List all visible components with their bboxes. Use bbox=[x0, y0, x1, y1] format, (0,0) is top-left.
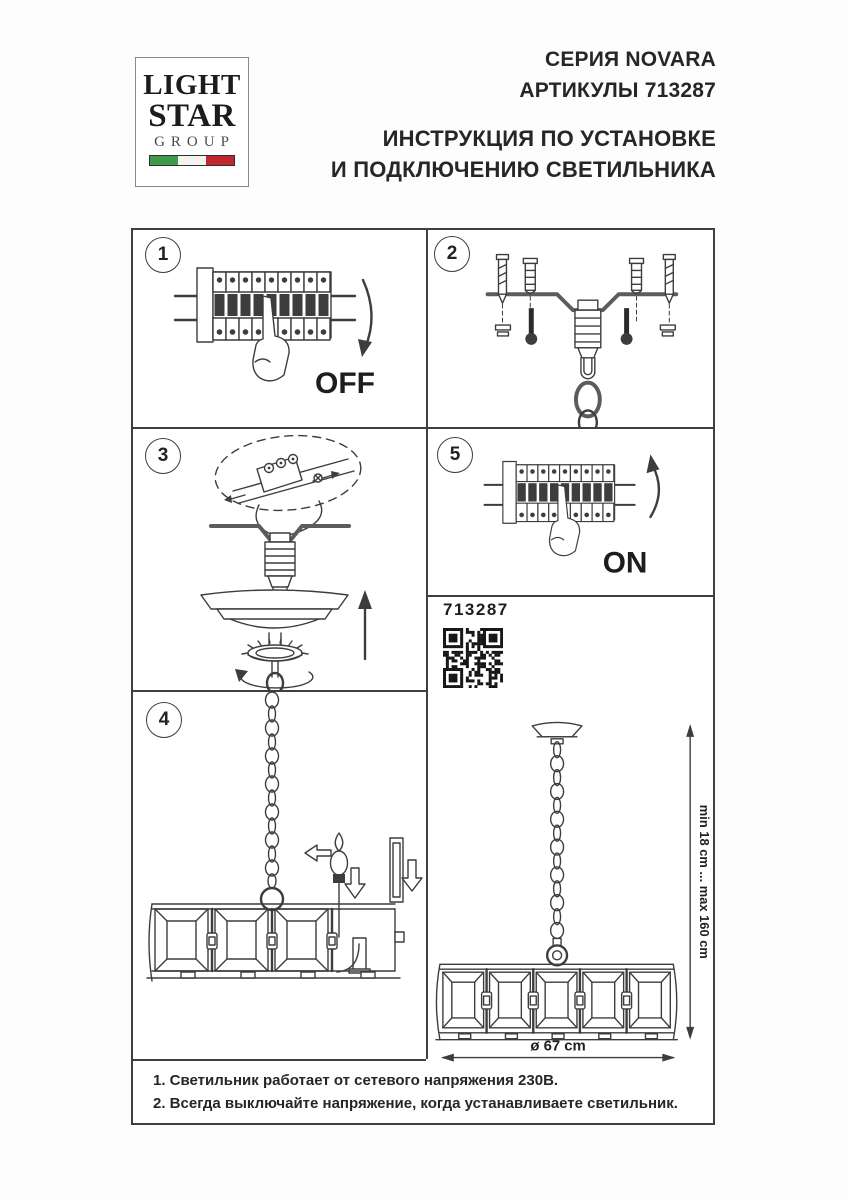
step-number-2: 2 bbox=[446, 243, 458, 264]
note-1: 1. Светильник работает от сетевого напряжения 230В. bbox=[153, 1072, 559, 1089]
plate-down-arrow bbox=[402, 860, 422, 891]
lightstar-logo bbox=[135, 57, 249, 187]
step-number-1: 1 bbox=[157, 244, 169, 265]
step-number-3: 3 bbox=[157, 445, 169, 466]
step-badge-5 bbox=[437, 437, 473, 473]
logo-word-light: LIGHT bbox=[143, 69, 241, 101]
step-badge-1 bbox=[145, 237, 181, 273]
crystal-panels bbox=[155, 909, 328, 971]
insert-direction-arrow bbox=[305, 845, 331, 861]
document-header bbox=[331, 44, 716, 185]
chain bbox=[266, 692, 279, 888]
step-badge-3 bbox=[145, 438, 181, 474]
flag-green-segment bbox=[150, 156, 178, 165]
footer-divider bbox=[133, 1059, 426, 1061]
on-label: ON bbox=[602, 546, 648, 580]
footer-notes bbox=[153, 1069, 705, 1115]
instruction-grid bbox=[131, 228, 715, 1125]
step3-wiring-canopy-illustration bbox=[133, 429, 426, 690]
article-title: АРТИКУЛЫ 713287 bbox=[519, 79, 716, 102]
step-number-5: 5 bbox=[449, 444, 461, 465]
logo-word-star: STAR bbox=[148, 98, 236, 134]
step4-assembly-illustration bbox=[133, 692, 426, 1059]
step-badge-4 bbox=[146, 702, 182, 738]
instruction-title-line1: ИНСТРУКЦИЯ ПО УСТАНОВКЕ bbox=[382, 126, 716, 151]
series-title: СЕРИЯ NOVARA bbox=[544, 48, 716, 71]
note-2: 2. Всегда выключайте напряжение, когда устанавливаете светильник. bbox=[153, 1095, 678, 1112]
qr-code bbox=[443, 628, 503, 688]
crystal-panels bbox=[443, 972, 670, 1028]
instruction-title-line2: И ПОДКЛЮЧЕНИЮ СВЕТИЛЬНИКА bbox=[330, 157, 716, 182]
logo-word-group: GROUP bbox=[154, 134, 235, 150]
step-badge-2 bbox=[434, 236, 470, 272]
step2-bracket-mounting-illustration bbox=[428, 230, 713, 427]
flag-red-segment bbox=[206, 156, 234, 165]
chain bbox=[551, 742, 564, 939]
height-dimension-label: min 18 cm ... max 160 cm bbox=[697, 804, 713, 959]
article-number: 713287 bbox=[443, 600, 509, 619]
crystal-plate bbox=[390, 838, 403, 902]
off-label: OFF bbox=[315, 367, 375, 400]
step-number-4: 4 bbox=[158, 709, 170, 730]
diameter-dimension-label: ø 67 cm bbox=[530, 1038, 586, 1055]
flag-white-segment bbox=[178, 156, 206, 165]
italian-flag-bar bbox=[149, 155, 235, 166]
bulb-down-arrow bbox=[345, 868, 365, 898]
